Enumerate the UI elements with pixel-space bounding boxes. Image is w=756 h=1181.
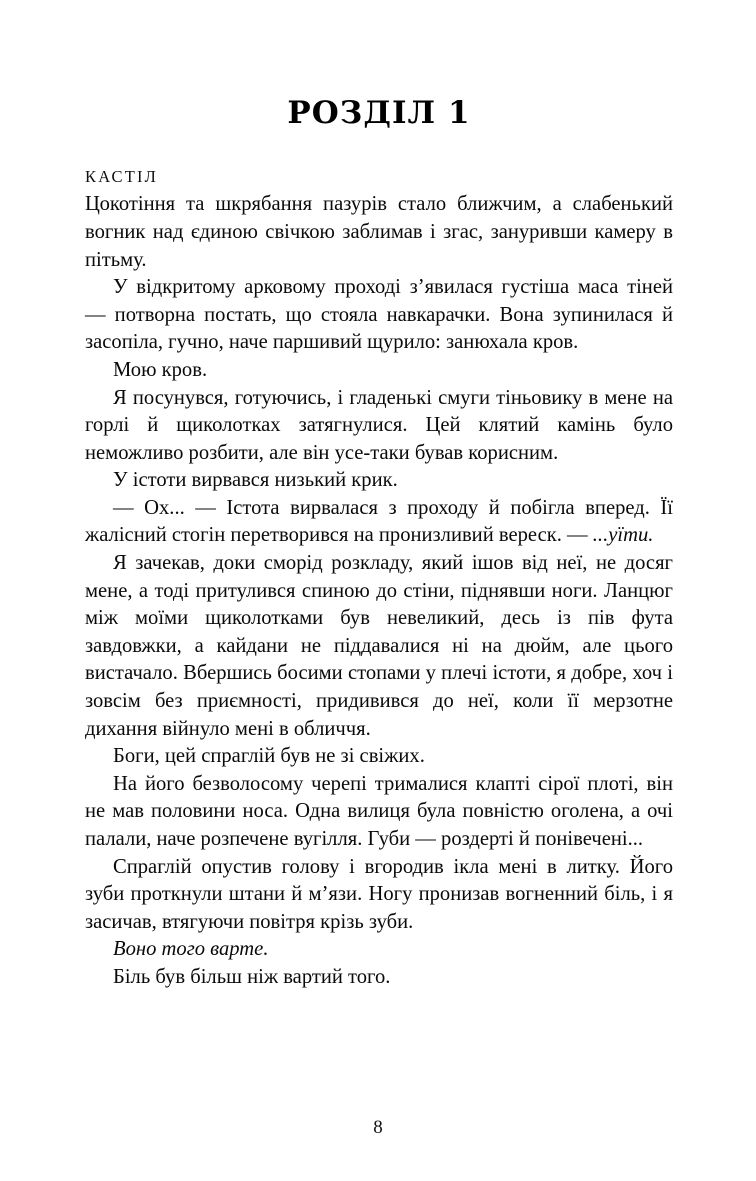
paragraph-italic: Воно того варте. — [113, 938, 269, 961]
paragraph: Спраглій опустив голову і вгородив ікла мені в литку. Його зуби проткнули штани й м’язи. Ногу пронизав вогненний біль, і я засичав, втягуючи повітря крізь зуби. — [85, 855, 673, 933]
page-number: 8 — [373, 1117, 383, 1138]
paragraph: Я посунувся, готуючись, і гладенькі смуги тіньовику в мене на горлі й щиколотках затягнулися. Цей клятий камінь було неможливо розбити, але він усе-таки бував корисним. — [85, 386, 673, 464]
dialogue-text: — Ох... — Істота вирвалася з проходу й побігла вперед. Її жалісний стогін перетворився на пронизливий вереск. — — [85, 496, 673, 547]
dialogue-italic-text: ...уїти. — [592, 524, 654, 547]
paragraph: На його безволосому черепі трималися клапті сірої плоті, він не мав половини носа. Одна вилиця була повністю оголена, а очі палали, наче розпечене вугілля. Губи — роздерті й понівечені... — [85, 772, 673, 851]
paragraph: Я зачекав, доки сморід розкладу, який ішов від неї, не досяг мене, а тоді притулився спиною до стіни, піднявши ноги. Ланцюг між моїми щиколотками був невеликий, десь із пів фута завдовжки, а кайдани не піддавалися ні на дюйм, але цього вистачало. Вбершись босими стопами у плечі істоти, я добре, хоч і зовсім без приємності, придивився до неї, коли її мерзотне дихання війнуло мені в обличчя. — [85, 552, 673, 740]
paragraph: Мою кров. — [113, 358, 208, 381]
paragraph: У відкритому арковому проході з’явилася густіша маса тіней — потворна постать, що стояла навкарачки. Вона зупинилася й засопіла, гучно, наче паршивий щурило: занюхала кров. — [85, 276, 673, 354]
paragraph: Цокотіння та шкрябання пазурів стало ближчим, а слабенький вогник над єдиною свічкою заблимав і згас, зануривши камеру в пітьму. — [85, 193, 673, 271]
location-header: КАСТІЛ — [85, 167, 159, 187]
text-column — [85, 96, 673, 992]
paragraph-dialogue — [85, 495, 673, 550]
paragraph: Біль був більш ніж вартий того. — [113, 965, 391, 988]
paragraph: У істоти вирвався низький крик. — [113, 469, 398, 492]
paragraph: Боги, цей спраглій був не зі свіжих. — [113, 745, 425, 768]
page-title: РОЗДІЛ 1 — [287, 95, 471, 131]
